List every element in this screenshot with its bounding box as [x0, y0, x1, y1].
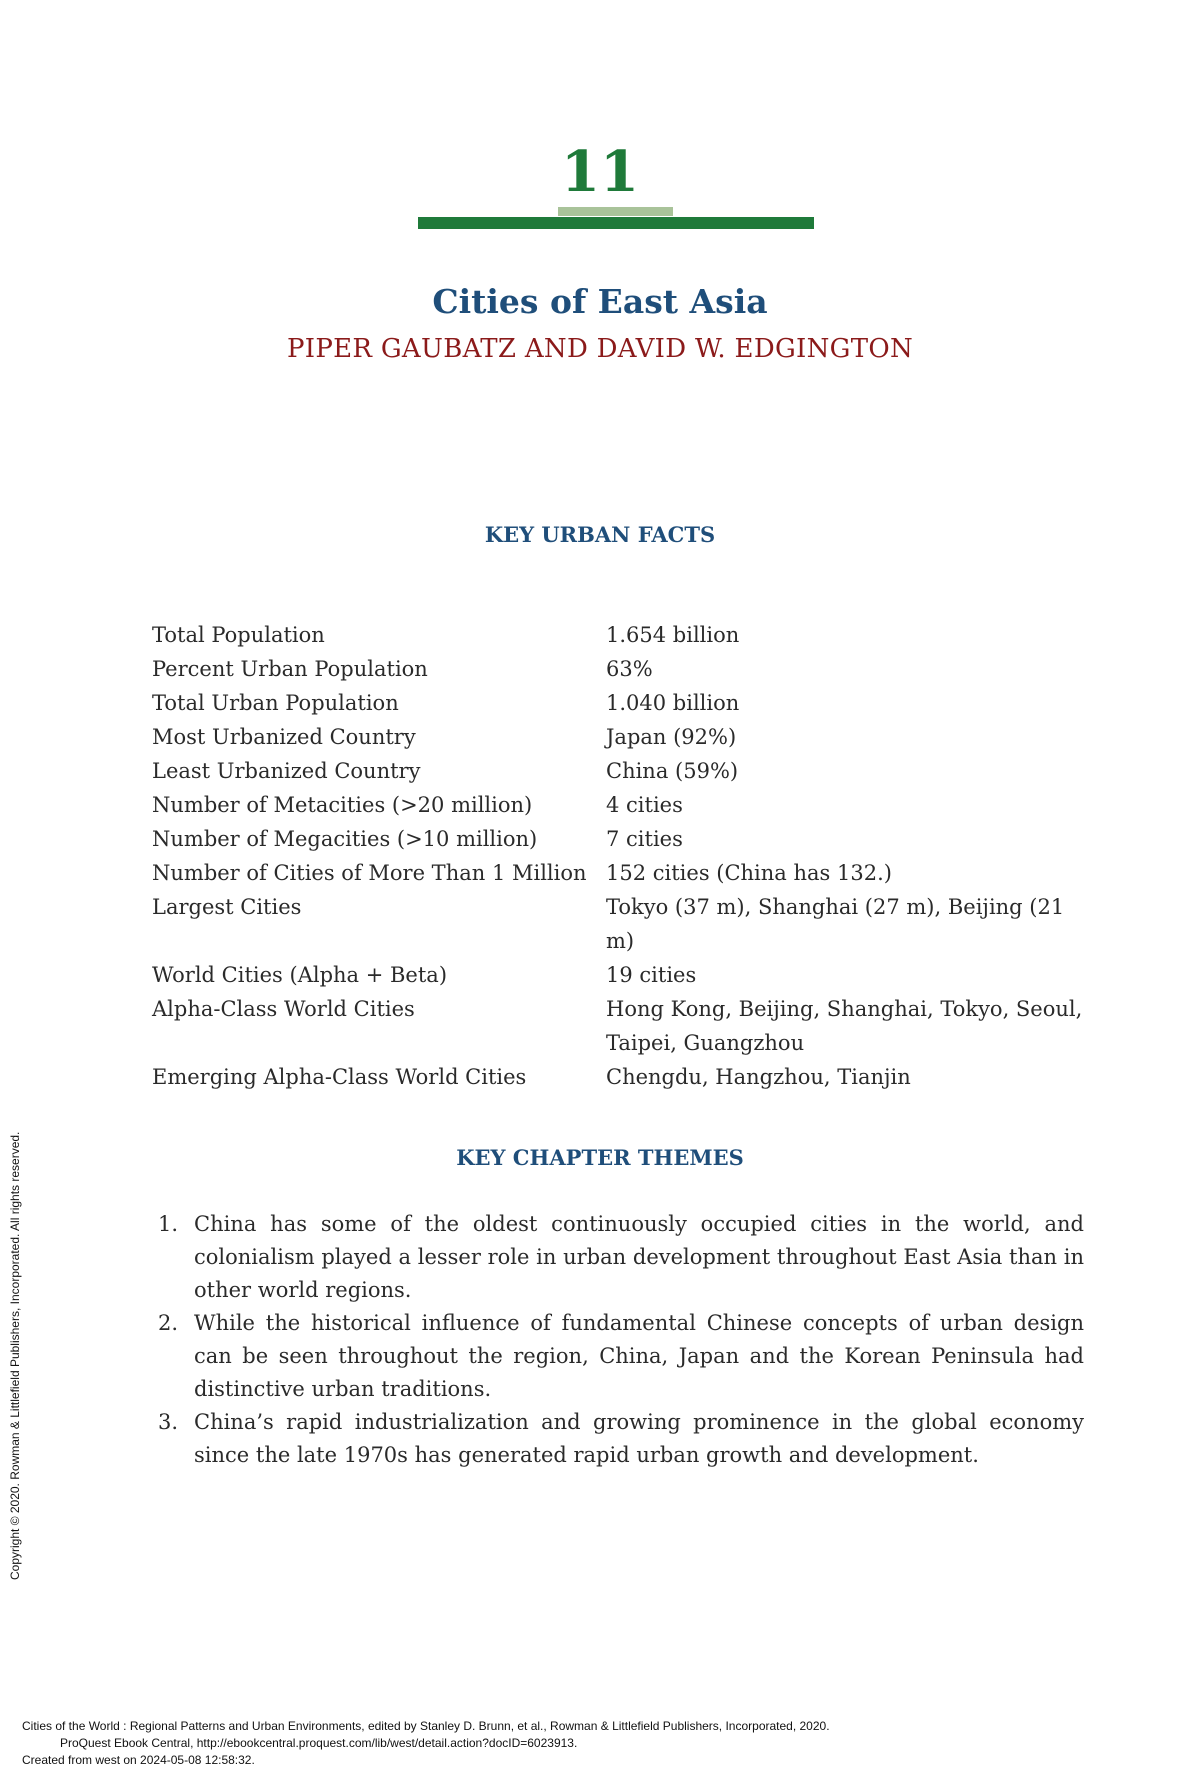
fact-value: 1.040 billion [606, 691, 740, 715]
chapter-title: Cities of East Asia [432, 282, 768, 321]
fact-label: Emerging Alpha-Class World Cities [152, 1065, 527, 1089]
fact-label: Largest Cities [152, 895, 302, 919]
fact-row [152, 856, 1092, 890]
chapter-authors: PIPER GAUBATZ AND DAVID W. EDGINGTON [286, 334, 914, 364]
citation-line: Cities of the World : Regional Patterns and Urban Environments, edited by Stanley D. Brunn, et al., Rowman & Littlefield Publishers, Incorporated, 2020. [22, 1719, 830, 1733]
fact-label: Number of Megacities (>10 million) [152, 827, 538, 851]
key-urban-facts-table [152, 618, 1092, 1094]
fact-value: Tokyo (37 m), Shanghai (27 m), Beijing (21 m) [606, 895, 1065, 953]
list-item [158, 1208, 1084, 1307]
source-link[interactable]: ProQuest Ebook Central, http://ebookcentral.proquest.com/lib/west/detail.action?docID=6023913. [60, 1736, 578, 1750]
fact-row [152, 1060, 1092, 1094]
list-item-text: China’s rapid industrialization and growing prominence in the global economy since the late 1970s has generated rapid urban growth and development. [194, 1410, 1084, 1467]
fact-label: Number of Cities of More Than 1 Million [152, 861, 587, 885]
fact-row [152, 686, 1092, 720]
fact-value: 63% [606, 657, 653, 681]
key-chapter-themes-heading: KEY CHAPTER THEMES [456, 1145, 744, 1170]
list-item-number: 1. [158, 1212, 179, 1236]
fact-value: 4 cities [606, 793, 683, 817]
fact-label: Number of Metacities (>20 million) [152, 793, 533, 817]
fact-row [152, 618, 1092, 652]
list-item [158, 1406, 1084, 1472]
fact-value: Chengdu, Hangzhou, Tianjin [606, 1065, 911, 1089]
fact-value: 7 cities [606, 827, 683, 851]
fact-label: Total Urban Population [152, 691, 399, 715]
list-item [158, 1307, 1084, 1406]
key-urban-facts-heading: KEY URBAN FACTS [484, 522, 716, 547]
copyright-notice: Copyright © 2020. Rowman & Littlefield Publishers, Incorporated. All rights reserved. [8, 1131, 22, 1580]
fact-value: 19 cities [606, 963, 697, 987]
list-item-text: While the historical influence of fundamental Chinese concepts of urban design can be seen throughout the region, China, Japan and the Korean Peninsula had distinctive urban traditions. [194, 1311, 1084, 1401]
fact-label: Alpha-Class World Cities [152, 997, 415, 1021]
fact-row [152, 788, 1092, 822]
fact-row [152, 652, 1092, 686]
fact-label: Most Urbanized Country [152, 725, 416, 749]
fact-row [152, 822, 1092, 856]
fact-row [152, 992, 1092, 1060]
list-item-text: China has some of the oldest continuously occupied cities in the world, and colonialism played a lesser role in urban development throughout East Asia than in other world regions. [194, 1212, 1084, 1302]
chapter-rule-accent [558, 207, 673, 216]
fact-value: 152 cities (China has 132.) [606, 861, 892, 885]
fact-label: Total Population [152, 623, 325, 647]
chapter-rule [418, 217, 814, 229]
key-chapter-themes-list [158, 1208, 1084, 1472]
fact-label: Least Urbanized Country [152, 759, 421, 783]
fact-value: 1.654 billion [606, 623, 740, 647]
fact-label: Percent Urban Population [152, 657, 428, 681]
list-item-number: 2. [158, 1311, 179, 1335]
fact-label: World Cities (Alpha + Beta) [152, 963, 448, 987]
fact-value: Japan (92%) [606, 725, 737, 749]
citation-footer [22, 1718, 1182, 1769]
created-timestamp: Created from west on 2024-05-08 12:58:32. [22, 1753, 255, 1767]
fact-row [152, 754, 1092, 788]
list-item-number: 3. [158, 1410, 179, 1434]
chapter-number: 11 [561, 139, 639, 205]
fact-value: China (59%) [606, 759, 739, 783]
fact-row [152, 720, 1092, 754]
fact-row [152, 890, 1092, 958]
fact-value: Hong Kong, Beijing, Shanghai, Tokyo, Seoul, Taipei, Guangzhou [606, 997, 1083, 1055]
fact-row [152, 958, 1092, 992]
